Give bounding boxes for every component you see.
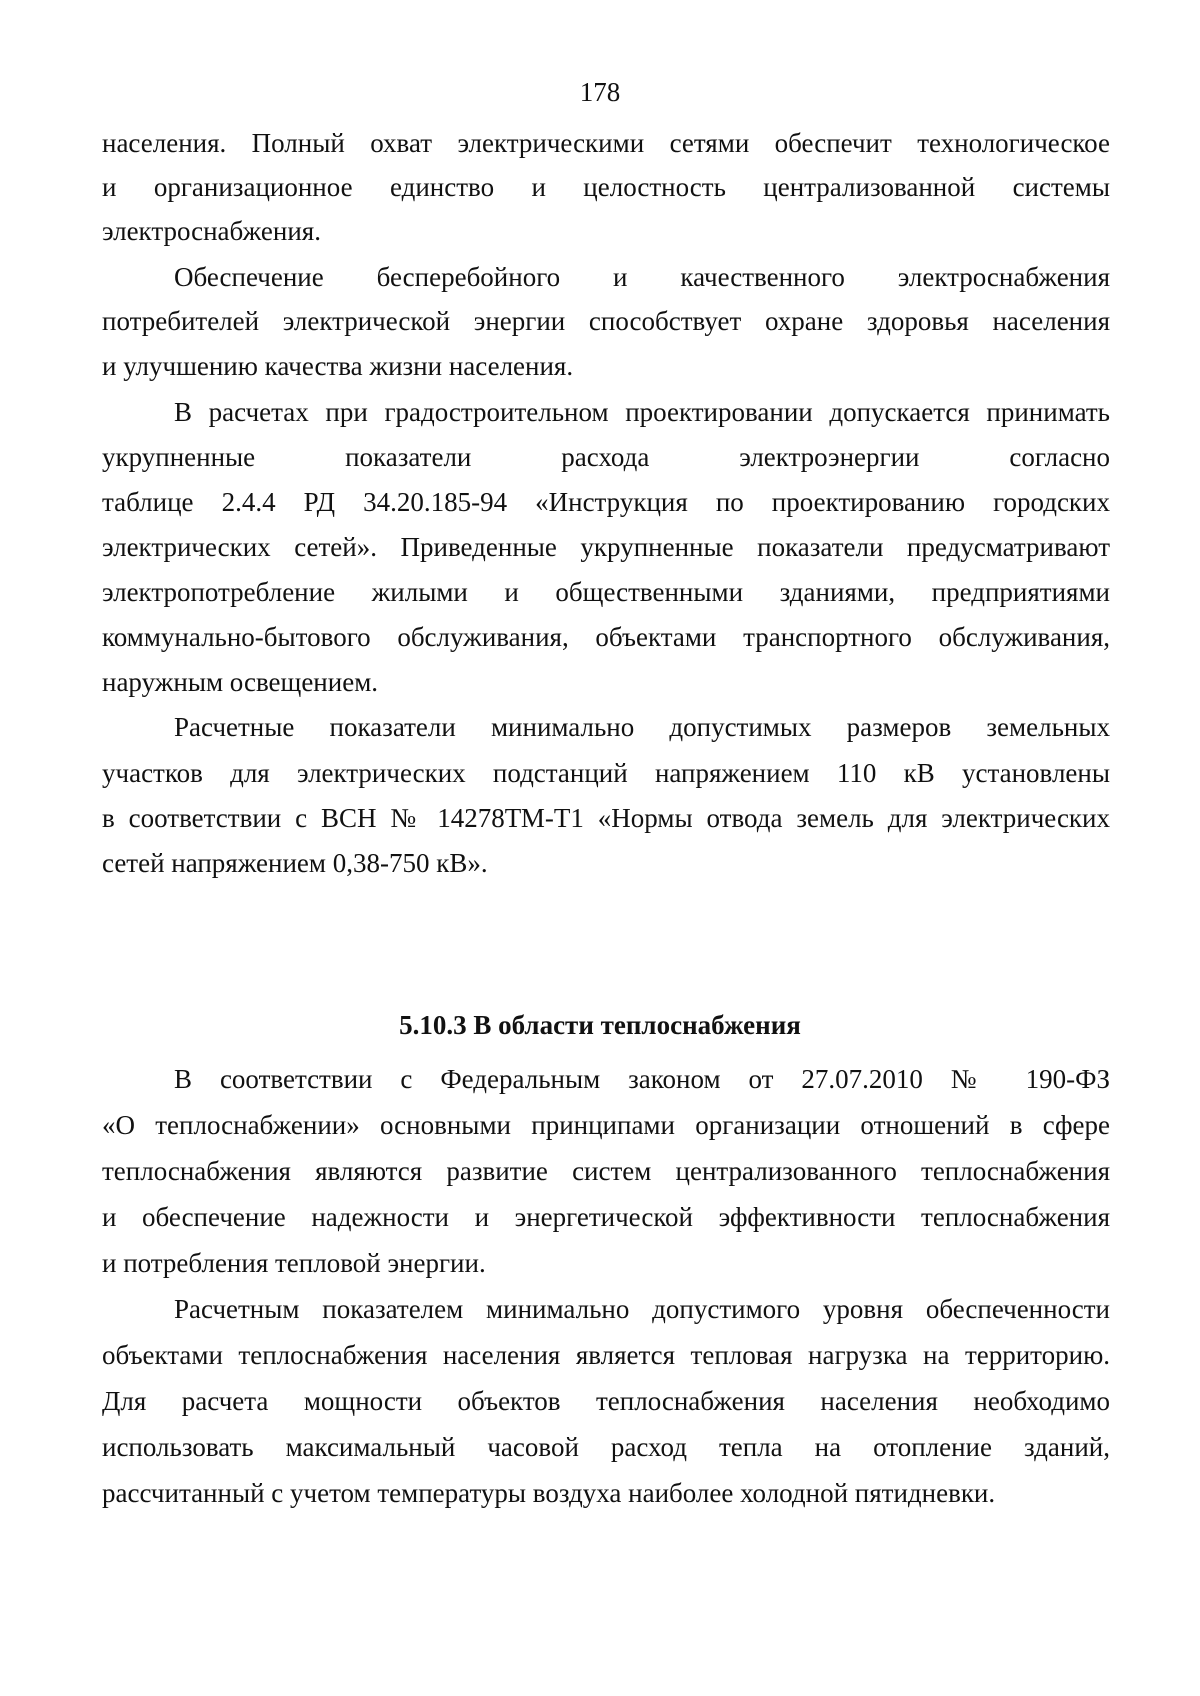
page-number: 178 — [579, 77, 621, 107]
text-line: Обеспечение бесперебойного и качественного электроснабжения — [174, 262, 1110, 292]
text-line: использовать максимальный часовой расход тепла на отопление зданий, — [102, 1432, 1110, 1462]
text-line: электрических сетей». Приведенные укрупненные показатели предусматривают — [102, 532, 1110, 562]
text-line: укрупненные показатели расхода электроэнергии согласно — [102, 442, 1110, 472]
text-line: участков для электрических подстанций напряжением 110 кВ установлены — [102, 758, 1110, 788]
text-line: потребителей электрической энергии способствует охране здоровья населения — [102, 306, 1110, 336]
text-line: теплоснабжения являются развитие систем централизованного теплоснабжения — [102, 1156, 1110, 1186]
text-line: В соответствии с Федеральным законом от 27.07.2010 № 190-ФЗ — [174, 1064, 1110, 1094]
text-line: электропотребление жилыми и общественными зданиями, предприятиями — [102, 577, 1110, 607]
text-line: и улучшению качества жизни населения. — [102, 351, 574, 381]
text-line: Расчетным показателем минимально допустимого уровня обеспеченности — [174, 1294, 1110, 1324]
text-line: и организационное единство и целостность централизованной системы — [102, 172, 1110, 202]
text-line: Расчетные показатели минимально допустимых размеров земельных — [174, 712, 1110, 742]
text-line: в соответствии с ВСН № 14278ТМ-Т1 «Нормы отвода земель для электрических — [102, 803, 1110, 833]
text-line: сетей напряжением 0,38-750 кВ». — [102, 848, 488, 878]
text-line: коммунально-бытового обслуживания, объектами транспортного обслуживания, — [102, 622, 1110, 652]
section-heading: 5.10.3 В области теплоснабжения — [399, 1010, 801, 1040]
text-line: В расчетах при градостроительном проектировании допускается принимать — [174, 397, 1110, 427]
text-line: наружным освещением. — [102, 667, 379, 697]
text-line: электроснабжения. — [102, 216, 321, 246]
text-line: таблице 2.4.4 РД 34.20.185-94 «Инструкция по проектированию городских — [102, 487, 1110, 517]
text-line: Для расчета мощности объектов теплоснабжения населения необходимо — [102, 1386, 1110, 1416]
text-line: и потребления тепловой энергии. — [102, 1248, 486, 1278]
text-line: рассчитанный с учетом температуры воздуха наиболее холодной пятидневки. — [102, 1478, 996, 1508]
text-line: и обеспечение надежности и энергетической эффективности теплоснабжения — [102, 1202, 1110, 1232]
text-line: объектами теплоснабжения населения является тепловая нагрузка на территорию. — [102, 1340, 1110, 1370]
text-line: «О теплоснабжении» основными принципами организации отношений в сфере — [102, 1110, 1110, 1140]
text-line: населения. Полный охват электрическими сетями обеспечит технологическое — [102, 128, 1110, 158]
